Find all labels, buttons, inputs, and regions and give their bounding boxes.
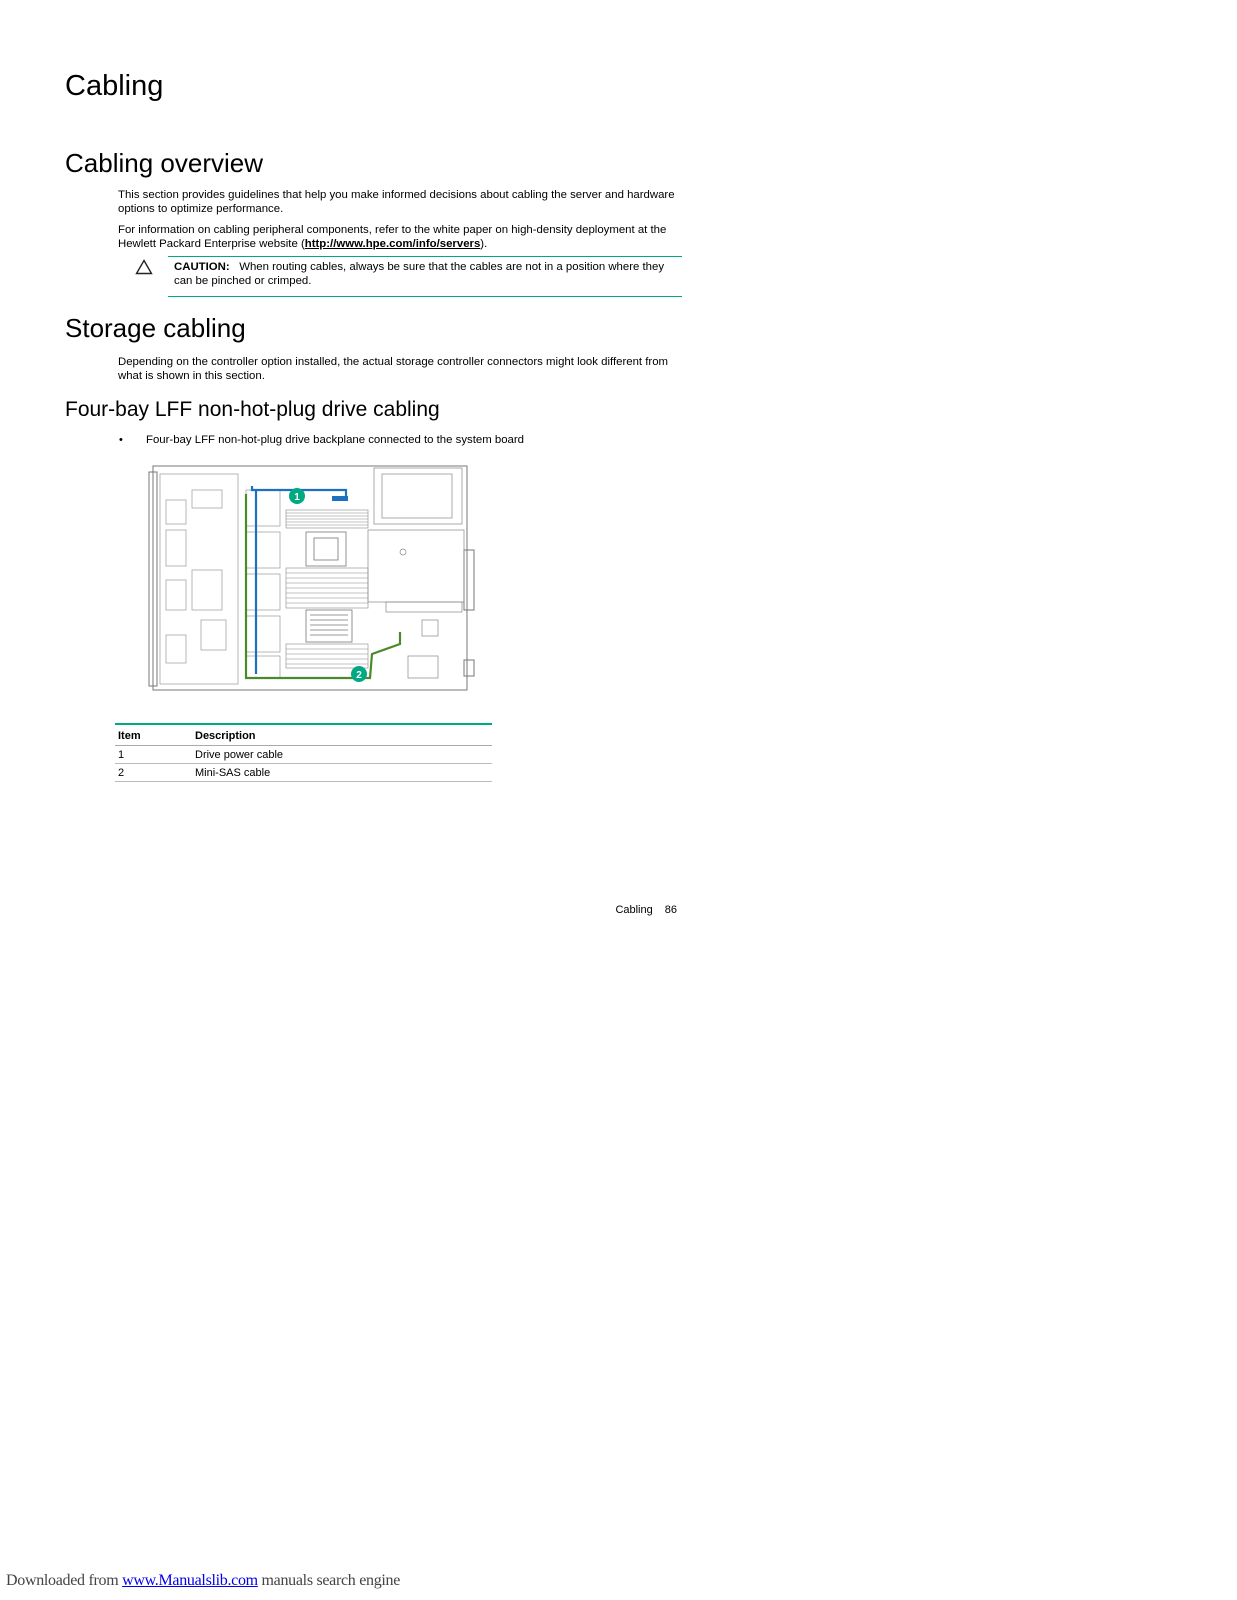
overview-paragraph-2-end: ).	[480, 238, 488, 250]
legend-item-number: 1	[115, 746, 192, 764]
callout-2	[351, 666, 367, 682]
section-heading-overview: Cabling overview	[65, 148, 263, 178]
hpe-servers-link[interactable]: http://www.hpe.com/info/servers	[304, 238, 481, 250]
caution-triangle-icon	[135, 259, 153, 275]
power-supply-and-riser	[368, 468, 464, 678]
mini-sas-cable	[246, 494, 400, 678]
table-row	[115, 746, 492, 764]
download-banner	[6, 1572, 400, 1590]
legend-table	[115, 723, 492, 782]
bullet-icon: •	[119, 434, 123, 446]
storage-paragraph: Depending on the controller option installed, the actual storage controller connectors might look different from what is shown in this section.	[118, 356, 669, 382]
processor-sockets	[306, 532, 352, 642]
page-number: 86	[664, 904, 677, 916]
subsection-heading-four-bay: Four-bay LFF non-hot-plug drive cabling	[65, 398, 440, 421]
overview-paragraph-2	[118, 223, 680, 251]
callout-2-label: 2	[356, 670, 362, 681]
callout-1	[289, 488, 305, 504]
cabling-diagram	[146, 460, 482, 708]
legend-item-description: Mini-SAS cable	[192, 764, 492, 782]
legend-header-description: Description	[192, 724, 492, 746]
caution-label: CAUTION:	[174, 261, 230, 273]
caution-box	[168, 256, 682, 297]
footer-section-name: Cabling	[615, 904, 653, 916]
legend-item-number: 2	[115, 764, 192, 782]
page-title: Cabling	[65, 70, 164, 102]
download-suffix: manuals search engine	[257, 1572, 401, 1589]
caution-text: When routing cables, always be sure that the cables are not in a position where they can be pinched or crimped.	[174, 261, 665, 287]
table-row	[115, 764, 492, 782]
drive-power-cable	[252, 486, 348, 674]
page-footer	[560, 904, 677, 916]
manualslib-link[interactable]: www.Manualslib.com	[122, 1572, 258, 1589]
drive-bay-area	[160, 474, 238, 684]
download-prefix: Downloaded from	[6, 1572, 123, 1589]
section-heading-storage: Storage cabling	[65, 313, 246, 343]
callout-1-label: 1	[294, 492, 300, 503]
bullet-item: Four-bay LFF non-hot-plug drive backplane connected to the system board	[146, 434, 524, 446]
fan-area	[246, 490, 280, 678]
dimm-slots	[286, 510, 368, 668]
overview-paragraph-2-text: For information on cabling peripheral components, refer to the white paper on high-density deployment at the Hewlett Packard Enterprise website (	[118, 224, 667, 250]
legend-item-description: Drive power cable	[192, 746, 492, 764]
legend-header-row	[115, 724, 492, 746]
overview-paragraph-1: This section provides guidelines that help you make informed decisions about cabling the server and hardware options to optimize performance.	[118, 189, 675, 215]
legend-header-item: Item	[115, 724, 192, 746]
